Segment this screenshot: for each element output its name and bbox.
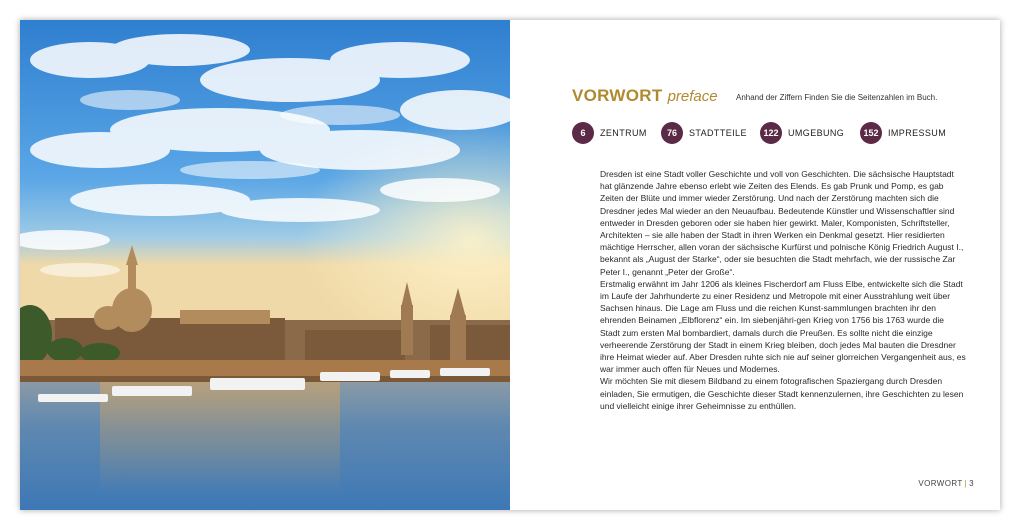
toc-page-badge: 6	[572, 122, 594, 144]
heading-main: VORWORT	[572, 86, 663, 105]
page-heading	[572, 86, 718, 108]
page-number: 3	[969, 479, 974, 488]
folio-separator: |	[964, 479, 968, 488]
toc-page-badge: 122	[760, 122, 782, 144]
heading-sub: preface	[667, 88, 718, 105]
page-folio	[918, 479, 974, 488]
toc-item-impressum[interactable]	[860, 122, 946, 144]
folio-label: VORWORT	[918, 479, 963, 488]
toc-item-umgebung[interactable]	[760, 122, 844, 144]
table-of-contents	[572, 122, 972, 144]
toc-label: IMPRESSUM	[888, 128, 947, 138]
text-page	[510, 20, 1000, 510]
paragraph-2: Erstmalig erwähnt im Jahr 1206 als kleines Fischerdorf am Fluss Elbe, entwickelte sich die Stadt im Laufe der Jahrhunderte zu einer Residenz und Metropole mit einer Ausstrahlung weit über Sachsen hinaus. Die Lage am Fluss und die reichen Kunst-sammlungen brachten ihr den ehrenden Beinamen „Elbflorenz“ ein. Im siebenjähri-gen Krieg von 1756 bis 1763 wurde die Stadt zum ersten Mal bombardiert, damals durch die Preußen. Es sollte nicht die einzige verheerende Zerstörung der Stadt in einem Krieg bleiben, doch jedes Mal bauten die Dresdner ihre Heimat wieder auf. Aber Dresden ruhte sich nie auf seiner glorreichen Vergangenheit aus, es war immer auch offen für Neues und Modernes.	[600, 278, 966, 375]
toc-item-zentrum[interactable]	[572, 122, 647, 144]
toc-page-badge: 152	[860, 122, 882, 144]
toc-page-badge: 76	[661, 122, 683, 144]
toc-label: ZENTRUM	[600, 128, 647, 138]
foreword-text	[600, 168, 966, 412]
page-hint: Anhand der Ziffern Finden Sie die Seitenzahlen im Buch.	[736, 93, 938, 102]
paragraph-3: Wir möchten Sie mit diesem Bildband zu einem fotografischen Spaziergang durch Dresden einladen, Sie ermutigen, die Geschichte dieser Stadt kennenzulernen, ihre Geschichten zu lesen und vielleicht einige ihrer Geheimnisse zu enthüllen.	[600, 376, 964, 411]
dresden-skyline-photo	[20, 20, 510, 510]
photo-illustration	[20, 20, 510, 510]
toc-item-stadtteile[interactable]	[661, 122, 747, 144]
paragraph-1: Dresden ist eine Stadt voller Geschichte und voll von Geschichten. Die sächsische Hauptstadt hat glänzende Jahre ebenso erlebt wie Zeiten des Elends. Es gab Prunk und Pomp, es gab Zeiten der Blüte und immer wieder Zerstörung. Und nach der Zerstörung machten sich die Dresdner jedes Mal wieder an den Neuaufbau. Bedeutende Künstler und Wissenschaftler sind entweder in Dresden geboren oder sie haben hier gewirkt. Maler, Komponisten, Schriftsteller, Architekten – sie alle haben der Stadt in ihren Werken ein Denkmal gesetzt. Hier residierten mächtige Herrscher, allen voran der sächsische Kurfürst und polnische König Friedrich August I., bekannt als „August der Starke“, oder sie besuchten die Stadt mehrfach, wie der russische Zar Peter I., genannt „Peter der Große“.	[600, 169, 964, 277]
toc-label: STADTTEILE	[689, 128, 747, 138]
book-spread	[20, 20, 1000, 510]
toc-label: UMGEBUNG	[788, 128, 845, 138]
